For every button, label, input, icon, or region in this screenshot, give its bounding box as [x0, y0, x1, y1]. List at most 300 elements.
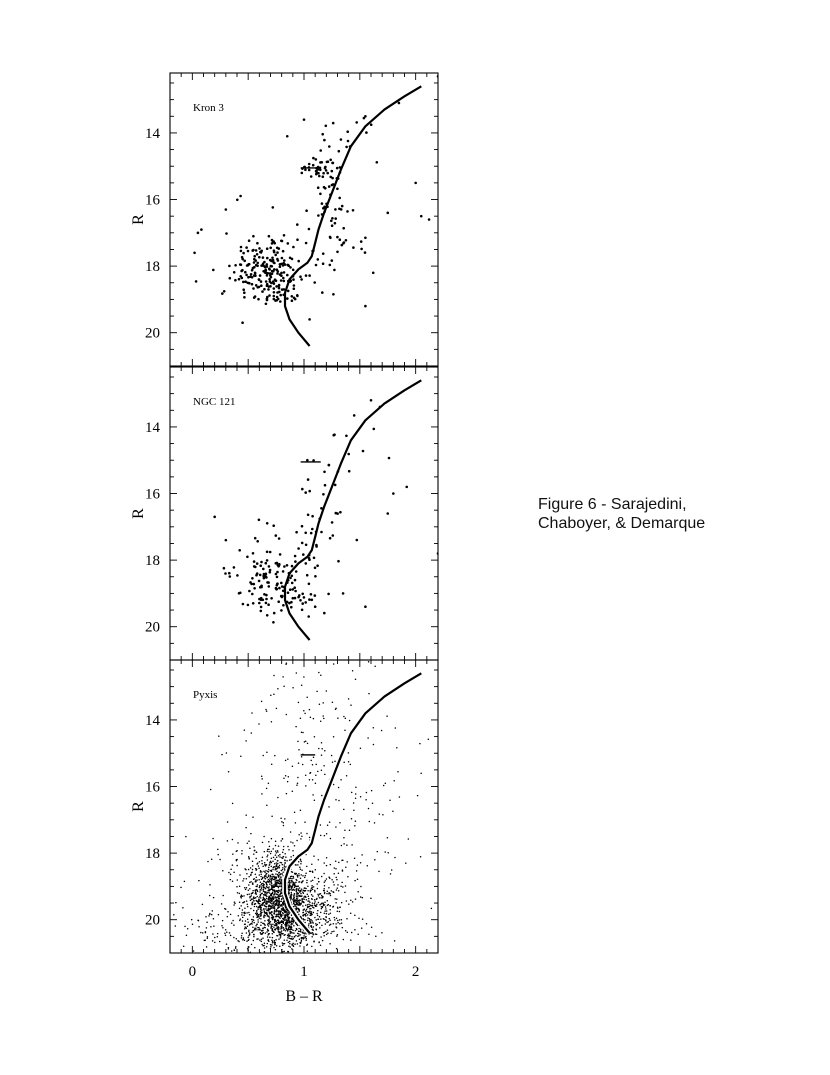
star-point [392, 810, 394, 812]
star-point [311, 515, 314, 518]
star-point [276, 576, 279, 579]
star-point [276, 584, 279, 587]
star-point [236, 938, 238, 940]
star-point [325, 919, 327, 921]
star-point [327, 825, 329, 827]
star-point [307, 890, 309, 892]
star-point [379, 813, 381, 815]
star-point [261, 886, 263, 888]
star-point [252, 602, 255, 605]
star-point [263, 884, 265, 886]
star-point [277, 907, 279, 909]
star-point [270, 924, 272, 926]
star-point [301, 684, 303, 686]
star-point [260, 925, 262, 927]
star-point [394, 857, 396, 859]
star-point [309, 837, 311, 839]
star-point [304, 741, 306, 743]
star-point [213, 918, 215, 920]
star-point [268, 294, 271, 297]
star-point [334, 917, 336, 919]
star-point [249, 847, 251, 849]
star-point [298, 861, 300, 863]
star-point [360, 886, 362, 888]
star-point [345, 239, 348, 242]
star-point [256, 572, 259, 575]
star-point [259, 896, 261, 898]
star-point [246, 900, 248, 902]
star-point [300, 861, 302, 863]
star-point [247, 906, 249, 908]
star-point [336, 898, 338, 900]
star-point [331, 521, 334, 524]
star-point [312, 779, 314, 781]
star-point [247, 276, 250, 279]
star-point [252, 860, 254, 862]
star-point [277, 863, 279, 865]
star-point [276, 885, 278, 887]
star-point [268, 267, 271, 270]
star-point [339, 906, 341, 908]
star-point [205, 916, 207, 918]
star-point [276, 251, 279, 254]
star-point [286, 927, 288, 929]
star-point [329, 905, 331, 907]
star-point [278, 537, 281, 540]
star-point [260, 918, 262, 920]
star-point [288, 602, 291, 605]
star-point [243, 937, 245, 939]
star-point [257, 298, 260, 301]
star-point [273, 902, 275, 904]
star-point [312, 157, 315, 160]
star-point [329, 918, 331, 920]
star-point [305, 741, 307, 743]
star-point [318, 902, 320, 904]
star-point [262, 937, 264, 939]
star-point [354, 825, 356, 827]
star-point [332, 761, 334, 763]
star-point [275, 949, 277, 951]
star-point [279, 867, 281, 869]
data-layer [193, 75, 439, 346]
star-point [279, 553, 282, 556]
star-point [294, 845, 296, 847]
star-point [315, 783, 317, 785]
star-point [267, 890, 269, 892]
star-point [273, 291, 276, 294]
star-point [315, 919, 317, 921]
star-point [288, 890, 290, 892]
star-point [293, 945, 295, 947]
star-point [300, 278, 303, 281]
star-point [305, 939, 307, 941]
star-point [299, 934, 301, 936]
star-point [274, 254, 277, 257]
star-point [283, 951, 285, 953]
star-point [266, 298, 269, 301]
star-point [362, 450, 365, 453]
star-point [321, 754, 323, 756]
star-point [360, 747, 362, 749]
star-point [314, 904, 316, 906]
star-point [268, 876, 270, 878]
star-point [255, 925, 257, 927]
star-point [270, 913, 272, 915]
star-point [275, 280, 278, 283]
y-tick-label: 16 [145, 192, 160, 209]
star-point [310, 914, 312, 916]
star-point [323, 765, 325, 767]
star-point [289, 884, 291, 886]
star-point [289, 935, 291, 937]
star-point [266, 257, 269, 260]
star-point [291, 948, 293, 950]
star-point [273, 904, 275, 906]
star-point [320, 893, 322, 895]
star-point [341, 922, 343, 924]
star-point [241, 932, 243, 934]
star-point [318, 878, 320, 880]
star-point [291, 565, 294, 568]
star-point [255, 913, 257, 915]
star-point [276, 877, 278, 879]
star-point [266, 898, 268, 900]
star-point [310, 593, 313, 596]
star-point [297, 936, 299, 938]
star-point [323, 471, 326, 474]
star-point [293, 297, 296, 300]
star-point [273, 268, 276, 271]
star-point [292, 921, 294, 923]
x-tick-label: 0 [188, 964, 197, 980]
star-point [281, 585, 284, 588]
star-point [370, 897, 372, 899]
star-point [271, 721, 273, 723]
star-point [275, 850, 277, 852]
star-point [347, 876, 349, 878]
star-point [352, 901, 354, 903]
star-point [343, 939, 345, 941]
star-point [248, 876, 250, 878]
star-point [303, 914, 305, 916]
star-point [266, 906, 268, 908]
star-point [280, 876, 282, 878]
star-point [247, 843, 249, 845]
star-point [315, 545, 318, 548]
star-point [308, 490, 311, 493]
star-point [253, 266, 256, 269]
star-point [340, 885, 342, 887]
star-point [187, 928, 189, 930]
star-point [305, 904, 307, 906]
star-point [322, 715, 324, 717]
star-point [253, 910, 255, 912]
star-point [262, 905, 264, 907]
star-point [297, 783, 299, 785]
star-point [297, 933, 299, 935]
star-point [308, 900, 310, 902]
star-point [268, 235, 271, 238]
star-point [270, 894, 272, 896]
star-point [227, 840, 229, 842]
star-point [268, 886, 270, 888]
star-point [343, 843, 345, 845]
star-point [284, 910, 286, 912]
star-point [275, 534, 278, 537]
star-point [249, 914, 251, 916]
star-point [297, 893, 299, 895]
star-point [295, 570, 298, 573]
star-point [315, 764, 317, 766]
star-point [251, 276, 254, 279]
star-point [322, 252, 325, 255]
star-point [298, 873, 300, 875]
star-point [298, 890, 300, 892]
star-point [276, 935, 278, 937]
star-point [281, 908, 283, 910]
star-point [395, 727, 397, 729]
star-point [263, 894, 265, 896]
star-point [275, 562, 278, 565]
star-point [257, 902, 259, 904]
star-point [264, 943, 266, 945]
star-point [320, 721, 322, 723]
star-point [266, 884, 268, 886]
star-point [284, 943, 286, 945]
star-point [338, 787, 340, 789]
star-point [272, 917, 274, 919]
star-point [292, 899, 294, 901]
star-point [360, 796, 362, 798]
star-point [378, 871, 380, 873]
star-point [291, 575, 294, 578]
star-point [381, 730, 383, 732]
star-point [316, 913, 318, 915]
star-point [249, 934, 251, 936]
star-point [352, 209, 355, 212]
star-point [330, 220, 333, 223]
star-point [302, 553, 305, 556]
star-point [326, 878, 328, 880]
star-point [310, 717, 312, 719]
star-point [313, 907, 315, 909]
star-point [315, 170, 318, 173]
star-point [244, 271, 247, 274]
star-point [268, 881, 270, 883]
star-point [326, 172, 329, 175]
star-point [296, 880, 298, 882]
star-point [228, 947, 230, 949]
star-point [261, 778, 263, 780]
star-point [293, 903, 295, 905]
star-point [325, 916, 327, 918]
data-layer [173, 661, 432, 954]
star-point [351, 932, 353, 934]
star-point [282, 604, 285, 607]
star-point [312, 902, 314, 904]
star-point [276, 897, 278, 899]
star-point [279, 880, 281, 882]
star-point [258, 914, 260, 916]
star-point [343, 837, 345, 839]
star-point [264, 871, 266, 873]
star-point [192, 924, 194, 926]
star-point [262, 865, 264, 867]
star-point [221, 903, 223, 905]
star-point [259, 861, 261, 863]
star-point [307, 743, 309, 745]
star-point [377, 851, 379, 853]
star-point [309, 772, 311, 774]
star-point [283, 919, 285, 921]
star-point [256, 879, 258, 881]
star-point [261, 888, 263, 890]
star-point [300, 931, 302, 933]
star-point [240, 918, 242, 920]
star-point [321, 202, 324, 205]
star-point [183, 945, 185, 947]
star-point [339, 919, 341, 921]
star-point [351, 844, 353, 846]
star-point [311, 528, 314, 531]
star-point [309, 901, 311, 903]
star-point [260, 870, 262, 872]
star-point [300, 902, 302, 904]
star-point [271, 866, 273, 868]
star-point [279, 856, 281, 858]
star-point [307, 917, 309, 919]
star-point [253, 934, 255, 936]
star-point [263, 908, 265, 910]
star-point [286, 297, 289, 300]
star-point [291, 871, 293, 873]
star-point [300, 941, 302, 943]
star-point [292, 588, 295, 591]
star-point [264, 892, 266, 894]
star-point [305, 274, 308, 277]
star-point [348, 698, 350, 700]
star-point [322, 262, 325, 265]
star-point [268, 930, 270, 932]
star-point [280, 609, 283, 612]
star-point [268, 900, 270, 902]
star-point [257, 929, 259, 931]
star-point [347, 931, 349, 933]
star-point [331, 931, 333, 933]
star-point [314, 575, 317, 578]
star-point [335, 799, 337, 801]
star-point [270, 908, 272, 910]
star-point [259, 907, 261, 909]
star-point [329, 943, 331, 945]
star-point [292, 246, 295, 249]
star-point [291, 928, 293, 930]
star-point [290, 896, 292, 898]
star-point [325, 923, 327, 925]
star-point [273, 693, 275, 695]
star-point [323, 718, 325, 720]
star-point [341, 882, 343, 884]
star-point [330, 864, 332, 866]
star-point [277, 874, 279, 876]
star-point [355, 793, 357, 795]
star-point [345, 930, 347, 932]
star-point [420, 856, 422, 858]
star-point [249, 932, 251, 934]
star-point [303, 596, 306, 599]
star-point [352, 246, 355, 249]
star-point [225, 539, 228, 542]
star-point [270, 876, 272, 878]
star-point [270, 948, 272, 950]
star-point [239, 874, 241, 876]
star-point [316, 691, 318, 693]
star-point [244, 908, 246, 910]
star-point [275, 285, 278, 288]
star-point [239, 901, 241, 903]
star-point [272, 884, 274, 886]
star-point [283, 825, 285, 827]
star-point [309, 908, 311, 910]
star-point [271, 876, 273, 878]
star-point [280, 279, 283, 282]
star-point [386, 512, 389, 515]
star-point [253, 560, 256, 563]
star-point [253, 258, 256, 261]
star-point [332, 293, 335, 296]
star-point [303, 898, 305, 900]
star-point [272, 206, 275, 209]
star-point [269, 551, 272, 554]
star-point [268, 867, 270, 869]
star-point [312, 895, 314, 897]
star-point [302, 764, 304, 766]
star-point [206, 921, 208, 923]
star-point [251, 923, 253, 925]
star-point [246, 878, 248, 880]
star-point [245, 246, 248, 249]
star-point [295, 726, 297, 728]
star-point [253, 916, 255, 918]
star-point [341, 244, 344, 247]
star-point [348, 903, 350, 905]
star-point [272, 928, 274, 930]
star-point [335, 902, 337, 904]
star-point [282, 262, 285, 265]
star-point [248, 840, 250, 842]
star-point [280, 840, 282, 842]
star-point [266, 551, 269, 554]
star-point [266, 881, 268, 883]
star-point [263, 288, 266, 291]
star-point [301, 835, 303, 837]
star-point [368, 934, 370, 936]
star-point [314, 877, 316, 879]
star-point [295, 873, 297, 875]
star-point [266, 900, 268, 902]
star-point [339, 923, 341, 925]
star-point [292, 884, 294, 886]
star-point [321, 908, 323, 910]
star-point [328, 913, 330, 915]
star-point [345, 717, 347, 719]
star-point [291, 892, 293, 894]
star-point [305, 937, 307, 939]
star-point [258, 723, 260, 725]
star-point [243, 291, 246, 294]
star-point [261, 909, 263, 911]
